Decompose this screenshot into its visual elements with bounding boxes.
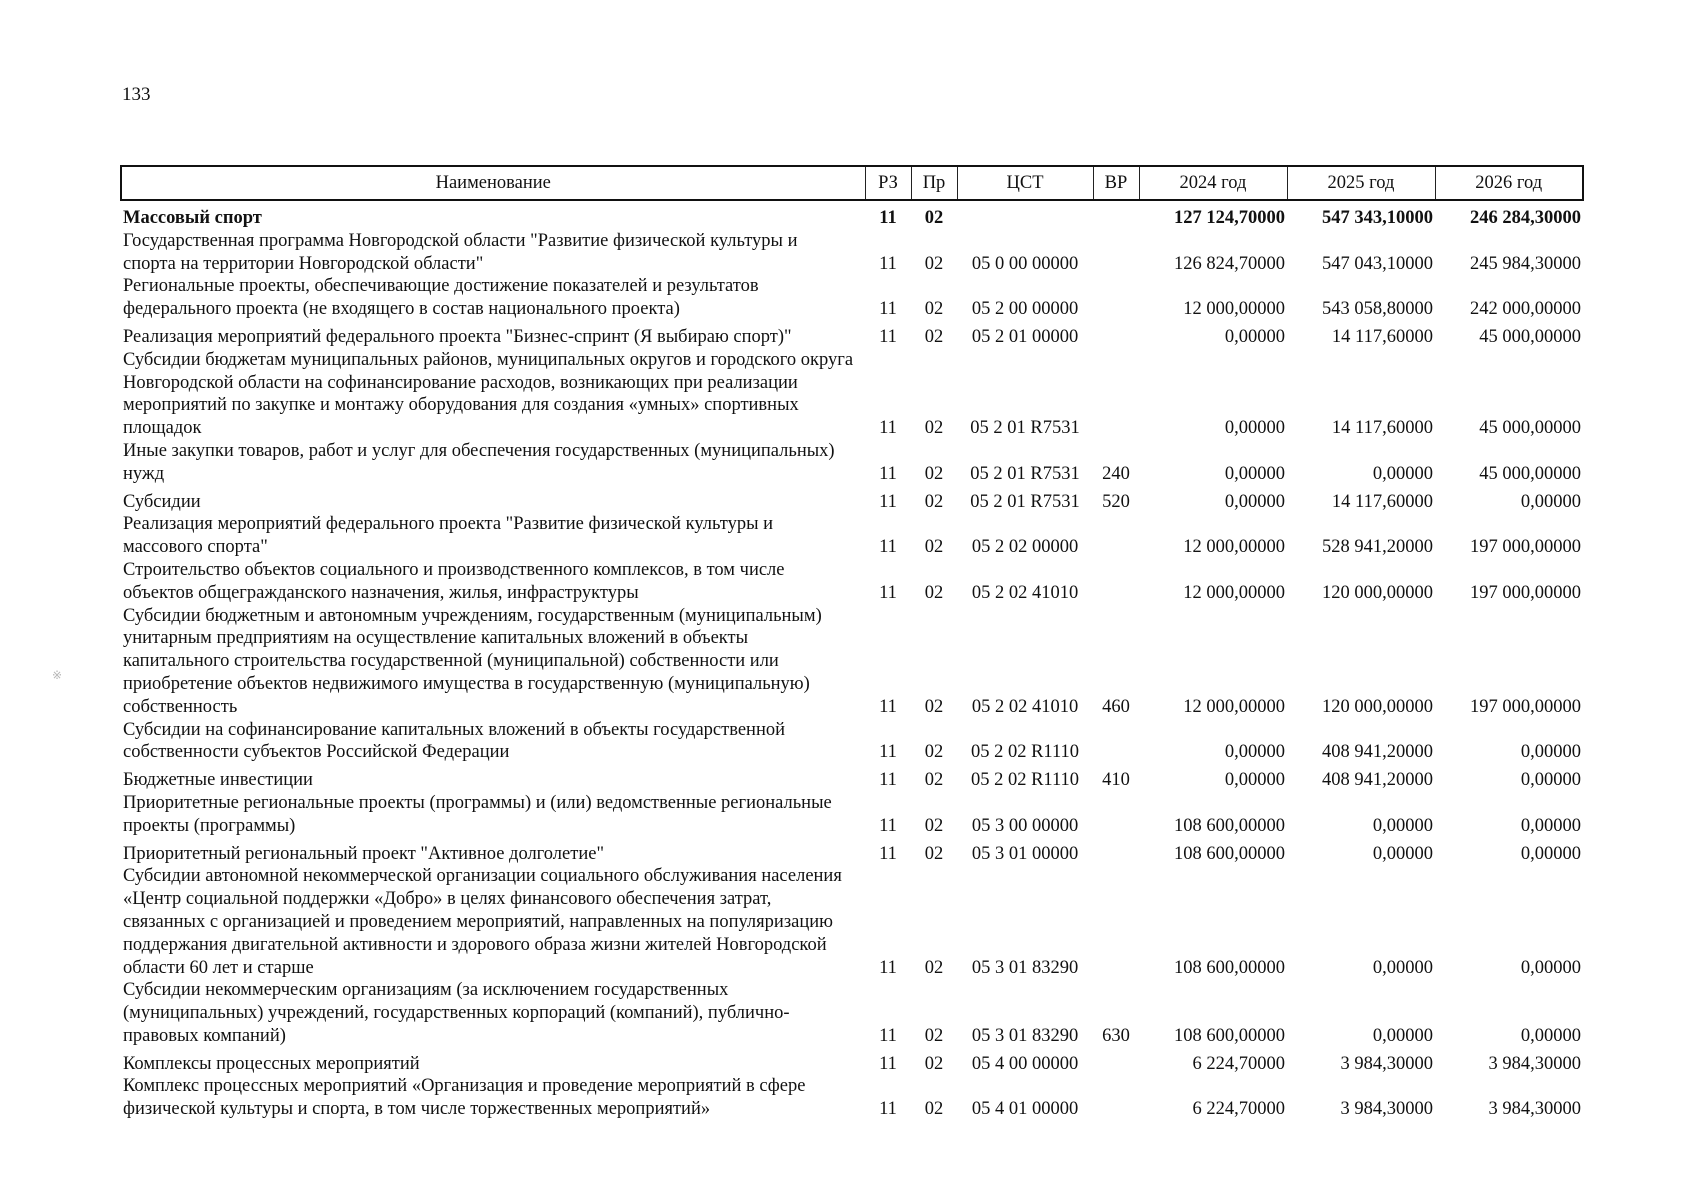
row-name: Комплекс процессных мероприятий «Организация и проведение мероприятий в сфере физической культуры и спорта, в том числе торжественных мероприятий» [123, 1076, 806, 1120]
row-name: Бюджетные инвестиции [123, 770, 313, 791]
row-rz: 11 [879, 253, 897, 274]
table-row [121, 230, 1583, 276]
table-row [121, 605, 1583, 719]
row-pr: 02 [924, 326, 944, 347]
row-2024: 0,00000 [1224, 463, 1285, 484]
row-2026: 0,00000 [1520, 843, 1581, 864]
row-cst: 05 2 01 R7531 [970, 418, 1080, 439]
row-2025: 408 941,20000 [1322, 770, 1433, 791]
row-name: Субсидии автономной некоммерческой организации социального обслуживания населения «Центр социальной поддержки «Добро» в целях финансового обеспечения затрат, связанных с организацией и проведением мероприятий, направленных на популяризацию поддержания двигательной активности и здорового образа жизни жителей Новгородской области 60 лет и старше [123, 866, 842, 978]
row-vr [1093, 559, 1139, 605]
row-pr: 02 [924, 957, 944, 978]
row-rz: 11 [879, 1099, 897, 1120]
row-2026: 0,00000 [1520, 957, 1581, 978]
header-2025: 2025 год [1287, 166, 1435, 200]
table-body [121, 200, 1583, 1121]
row-rz: 11 [879, 843, 897, 864]
table-row [121, 321, 1583, 349]
row-vr [1093, 275, 1139, 321]
row-cst: 05 2 01 R7531 [970, 491, 1080, 512]
row-2025: 120 000,00000 [1322, 696, 1433, 717]
row-vr [1093, 1075, 1139, 1121]
row-pr: 02 [924, 770, 944, 791]
row-2025: 3 984,30000 [1340, 1099, 1433, 1120]
row-vr [1093, 838, 1139, 866]
table-row [121, 200, 1583, 230]
row-2025: 528 941,20000 [1322, 537, 1433, 558]
row-rz: 11 [879, 582, 897, 603]
row-name: Приоритетный региональный проект "Активное долголетие" [123, 843, 604, 864]
row-2026: 197 000,00000 [1470, 537, 1581, 558]
row-2025: 14 117,60000 [1331, 491, 1433, 512]
row-2025: 0,00000 [1372, 1025, 1433, 1046]
table-row [121, 486, 1583, 514]
row-2026: 197 000,00000 [1470, 696, 1581, 717]
table-row [121, 719, 1583, 765]
table-header [121, 166, 1583, 200]
row-pr: 02 [924, 1099, 944, 1120]
header-row [121, 166, 1583, 200]
row-name: Региональные проекты, обеспечивающие достижение показателей и результатов федерального проекта (не входящего в состав национального проекта) [123, 276, 759, 320]
row-cst: 05 3 00 00000 [971, 815, 1079, 836]
row-name: Субсидии бюджетным и автономным учреждениям, государственным (муниципальным) унитарным предприятиям на осуществление капитальных вложений в объекты капитального строительства государственной (муниципальной) собственности или приобретение объектов недвижимого имущества в государственную (муниципальную) собственность [123, 605, 822, 717]
row-pr: 02 [924, 418, 944, 439]
row-2026: 242 000,00000 [1470, 299, 1581, 320]
row-2025: 547 043,10000 [1322, 253, 1433, 274]
row-vr: 520 [1102, 491, 1130, 512]
row-2024: 6 224,70000 [1192, 1099, 1285, 1120]
row-cst: 05 3 01 83290 [971, 1025, 1079, 1046]
row-pr: 02 [924, 582, 944, 603]
row-2024: 0,00000 [1224, 742, 1285, 763]
row-rz: 11 [879, 770, 897, 791]
row-2024: 126 824,70000 [1174, 253, 1285, 274]
row-pr: 02 [924, 1053, 944, 1074]
header-name: Наименование [121, 166, 865, 200]
row-cst: 05 3 01 00000 [971, 843, 1079, 864]
row-2026: 197 000,00000 [1470, 582, 1581, 603]
row-2026: 45 000,00000 [1479, 418, 1581, 439]
row-cst: 05 2 02 00000 [971, 537, 1079, 558]
row-pr: 02 [924, 299, 944, 320]
row-rz: 11 [879, 696, 897, 717]
row-vr [1093, 230, 1139, 276]
row-cst: 05 4 01 00000 [971, 1099, 1079, 1120]
row-name: Приоритетные региональные проекты (программы) и (или) ведомственные региональные проекты (программы) [123, 792, 832, 836]
table-row [121, 349, 1583, 440]
row-2024: 6 224,70000 [1192, 1053, 1285, 1074]
row-name: Комплексы процессных мероприятий [123, 1053, 420, 1074]
row-pr: 02 [924, 253, 944, 274]
row-pr: 02 [924, 1025, 944, 1046]
row-rz: 11 [879, 299, 897, 320]
row-name: Субсидии некоммерческим организациям (за исключением государственных (муниципальных) учреждений, государственных корпораций (компаний), публично-правовых компаний) [123, 980, 790, 1046]
header-2024: 2024 год [1139, 166, 1287, 200]
row-2025: 0,00000 [1372, 815, 1433, 836]
row-name: Реализация мероприятий федерального проекта "Развитие физической культуры и массового спорта" [123, 514, 774, 558]
row-2026: 0,00000 [1520, 491, 1581, 512]
row-vr [1093, 200, 1139, 230]
budget-table [120, 165, 1584, 1121]
row-2024: 12 000,00000 [1183, 582, 1285, 603]
row-2026: 0,00000 [1520, 770, 1581, 791]
row-2026: 0,00000 [1520, 1025, 1581, 1046]
row-rz: 11 [879, 957, 897, 978]
row-vr [1093, 719, 1139, 765]
row-2024: 108 600,00000 [1174, 1025, 1285, 1046]
row-vr [1093, 865, 1139, 979]
row-cst: 05 2 01 R7531 [970, 463, 1080, 484]
table-row [121, 275, 1583, 321]
row-cst: 05 2 02 41010 [971, 582, 1079, 603]
table-row [121, 979, 1583, 1047]
row-pr: 02 [924, 491, 944, 512]
row-vr [1093, 1048, 1139, 1076]
row-cst: 05 2 02 41010 [971, 696, 1079, 717]
row-2026: 0,00000 [1520, 742, 1581, 763]
row-2026: 45 000,00000 [1479, 326, 1581, 347]
row-2024: 0,00000 [1224, 770, 1285, 791]
row-2024: 108 600,00000 [1174, 957, 1285, 978]
row-rz: 11 [879, 326, 897, 347]
row-vr [1093, 513, 1139, 559]
table-row [121, 440, 1583, 486]
header-cst: ЦСТ [957, 166, 1093, 200]
row-2024: 108 600,00000 [1174, 843, 1285, 864]
table-row [121, 838, 1583, 866]
row-2026: 3 984,30000 [1488, 1099, 1581, 1120]
row-cst: 05 2 02 R1110 [970, 770, 1080, 791]
header-vr: ВР [1093, 166, 1139, 200]
row-vr: 630 [1102, 1025, 1130, 1046]
row-2025: 3 984,30000 [1340, 1053, 1433, 1074]
row-pr: 02 [924, 815, 944, 836]
row-name: Субсидии [123, 491, 201, 512]
row-2025: 408 941,20000 [1322, 742, 1433, 763]
header-rz: РЗ [865, 166, 911, 200]
row-2025: 0,00000 [1372, 843, 1433, 864]
row-2026: 246 284,30000 [1470, 208, 1581, 228]
row-2024: 12 000,00000 [1183, 537, 1285, 558]
row-pr: 02 [924, 537, 944, 558]
row-cst: 05 0 00 00000 [971, 253, 1079, 274]
row-2025: 0,00000 [1372, 463, 1433, 484]
row-2025: 543 058,80000 [1322, 299, 1433, 320]
table-row [121, 764, 1583, 792]
row-name: Субсидии на софинансирование капитальных вложений в объекты государственной собственности субъектов Российской Федерации [123, 719, 785, 763]
row-name: Строительство объектов социального и производственного комплексов, в том числе объектов общегражданского назначения, жилья, инфраструктуры [123, 559, 785, 603]
table-row [121, 559, 1583, 605]
row-vr [1093, 349, 1139, 440]
row-2026: 0,00000 [1520, 815, 1581, 836]
row-2025: 547 343,10000 [1322, 208, 1433, 228]
row-2026: 245 984,30000 [1470, 253, 1581, 274]
header-pr: Пр [911, 166, 957, 200]
row-rz: 11 [879, 491, 897, 512]
row-cst: 05 4 00 00000 [971, 1053, 1079, 1074]
row-pr: 02 [924, 208, 944, 228]
table-row [121, 1048, 1583, 1076]
row-2024: 12 000,00000 [1183, 696, 1285, 717]
row-rz: 11 [879, 537, 897, 558]
row-rz: 11 [879, 742, 897, 763]
row-2024: 0,00000 [1224, 326, 1285, 347]
row-cst: 05 3 01 83290 [971, 957, 1079, 978]
row-rz: 11 [879, 1025, 897, 1046]
row-cst: 05 2 00 00000 [971, 299, 1079, 320]
row-2025: 120 000,00000 [1322, 582, 1433, 603]
row-2024: 127 124,70000 [1174, 208, 1285, 228]
row-pr: 02 [924, 463, 944, 484]
row-pr: 02 [924, 696, 944, 717]
row-vr: 460 [1102, 696, 1130, 717]
row-name: Реализация мероприятий федерального проекта "Бизнес-спринт (Я выбираю спорт)" [123, 326, 792, 347]
table-row [121, 865, 1583, 979]
table-row [121, 1075, 1583, 1121]
row-cst: 05 2 01 00000 [971, 326, 1079, 347]
row-2026: 3 984,30000 [1488, 1053, 1581, 1074]
row-2024: 0,00000 [1224, 491, 1285, 512]
row-cst [957, 200, 1093, 230]
row-name: Субсидии бюджетам муниципальных районов, муниципальных округов и городского округа Новгородской области на софинансирование расходов, возникающих при реализации мероприятий по закупке и монтажу оборудования для создания «умных» спортивных площадок [123, 349, 854, 439]
row-2025: 14 117,60000 [1331, 326, 1433, 347]
table-row [121, 513, 1583, 559]
page-number: 133 [122, 84, 151, 105]
row-2025: 14 117,60000 [1331, 418, 1433, 439]
row-2024: 12 000,00000 [1183, 299, 1285, 320]
row-vr [1093, 792, 1139, 838]
row-vr: 410 [1102, 770, 1130, 791]
row-name: Иные закупки товаров, работ и услуг для обеспечения государственных (муниципальных) нужд [123, 440, 835, 484]
row-2024: 108 600,00000 [1174, 815, 1285, 836]
table-row [121, 792, 1583, 838]
row-name: Массовый спорт [123, 208, 262, 228]
scan-artifact-mark: ※ [52, 668, 63, 682]
row-vr: 240 [1102, 463, 1130, 484]
row-name: Государственная программа Новгородской области "Развитие физической культуры и спорта на территории Новгородской области" [123, 230, 798, 274]
row-pr: 02 [924, 843, 944, 864]
row-2025: 0,00000 [1372, 957, 1433, 978]
row-pr: 02 [924, 742, 944, 763]
header-2026: 2026 год [1435, 166, 1583, 200]
row-vr [1093, 321, 1139, 349]
row-rz: 11 [879, 1053, 897, 1074]
row-2024: 0,00000 [1224, 418, 1285, 439]
row-2026: 45 000,00000 [1479, 463, 1581, 484]
row-rz: 11 [879, 418, 897, 439]
row-rz: 11 [879, 463, 897, 484]
row-rz: 11 [879, 208, 897, 228]
row-rz: 11 [879, 815, 897, 836]
row-cst: 05 2 02 R1110 [970, 742, 1080, 763]
